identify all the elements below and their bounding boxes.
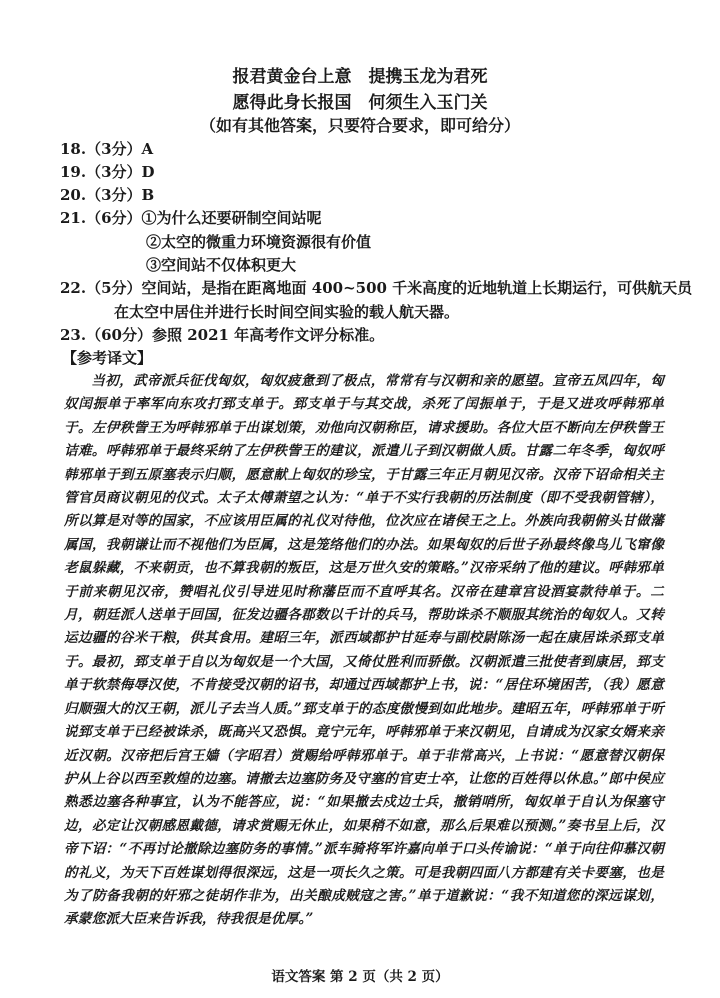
answer-21-part-3: ③空间站不仅体积更大 <box>146 256 297 274</box>
answer-23: 23.（60分）参照 2021 年高考作文评分标准。 <box>60 326 385 344</box>
translation-heading: 【参考译文】 <box>62 349 153 367</box>
answer-20: 20.（3分）B <box>60 186 155 204</box>
scoring-note: （如有其他答案，只要符合要求，即可给分） <box>199 116 520 135</box>
answer-21: 21.（6分）①为什么还要研制空间站呢 <box>60 209 322 227</box>
poem-line-1: 报君黄金台上意 提携玉龙为君死 <box>232 67 488 87</box>
answer-22-continued: 在太空中居住并进行长时间空间实验的载人航天器。 <box>114 303 460 321</box>
page-footer: 语文答案 第 2 页（共 2 页） <box>271 969 449 985</box>
translation-body: 当初，武帝派兵征伐匈奴，匈奴疲惫到了极点，常常有与汉朝和亲的愿望。宣帝五凤四年，匈奴闰振单于率军向东攻打郅支单于。郅支单于与其交战，杀死了闰振单于，于是又进攻呼韩邪单于。左伊秩訾王为呼韩邪单于出谋划策，劝他向汉朝称臣，请求援助。各位大臣不断向左伊秩訾王诘难。呼韩邪单于最终采纳了左伊秩訾王的建议，派遣儿子到汉朝做人质。甘露二年冬季，匈奴呼韩邪单于到五原塞表示归顺，愿意献上匈奴的珍宝，于甘露三年正月朝见汉帝。汉帝下诏命相关主管官员商议朝见的仪式。太子太傅萧望之认为：“单于不实行我朝的历法制度（即不受我朝管辖），所以算是对等的国家，不应该用臣属的礼仪对待他，位次应在诸侯王之上。外族向我朝俯头甘做藩属国，我朝谦让而不视他们为臣属，这是笼络他们的办法。如果匈奴的后世子孙最终像鸟儿飞窜像老鼠躲藏，不来朝贡，也不算我朝的叛臣，这是万世久安的策略。”汉帝采纳了他的建议。呼韩邪单于前来朝见汉帝，赞唱礼仪引导进见时称藩臣而不直呼其名。汉帝在建章宫设酒宴款待单于。二月，朝廷派人送单于回国，征发边疆各郡数以千计的兵马，帮助诛杀不顺服其统治的匈奴人。又转运边疆的谷米干粮，供其食用。建昭三年，派西域都护甘延寿与副校尉陈汤一起在康居诛杀郅支单于。最初，郅支单于自以为匈奴是一个大国，又倚仗胜利而骄傲。汉朝派遣三批使者到康居，郅支单于软禁侮辱汉使，不肯接受汉朝的诏书，却通过西域都护上书，说：“居住环境困苦，（我）愿意归顺强大的汉王朝，派儿子去当人质。”郅支单于的态度傲慢到如此地步。建昭五年，呼韩邪单于听说郅支单于已经被诛杀，既高兴又恐惧。竟宁元年，呼韩邪单于来汉朝见，自请成为汉家女婿来亲近汉朝。汉帝把后宫王嫱（字昭君）赏赐给呼韩邪单于。单于非常高兴，上书说：“愿意替汉朝保护从上谷以西至敦煌的边塞。请撤去边塞防务及守塞的官吏士卒，让您的百姓得以休息。”郎中侯应熟悉边塞各种事宜，认为不能答应，说：“如果撤去戍边士兵，撤销哨所，匈奴单于自认为保塞守边，必定让汉朝感恩戴德，请求赏赐无休止，如果稍不如意，那么后果难以预测。”奏书呈上后，汉帝下诏：“不再讨论撤除边塞防务的事情。”派车骑将军许嘉向单于口头传谕说：“单于向往仰慕汉朝的礼义，为天下百姓谋划得很深远，这是一项长久之策。可是我朝四面八方都建有关卡要塞，也是为了防备我朝的奸邪之徒胡作非为，出关酿成贼寇之害。”单于道歉说：“我不知道您的深远谋划，承蒙您派大臣来告诉我，待我很是优厚。” <box>64 373 664 928</box>
answer-18: 18.（3分）A <box>60 140 154 158</box>
answer-22: 22.（5分）空间站，是指在距离地面 400~500 千米高度的近地轨道上长期运行，可供航天员 <box>60 279 693 297</box>
answer-19: 19.（3分）D <box>60 163 155 181</box>
poem-line-2: 愿得此身长报国 何须生入玉门关 <box>232 93 488 113</box>
answer-21-part-2: ②太空的微重力环境资源很有价值 <box>146 233 372 251</box>
